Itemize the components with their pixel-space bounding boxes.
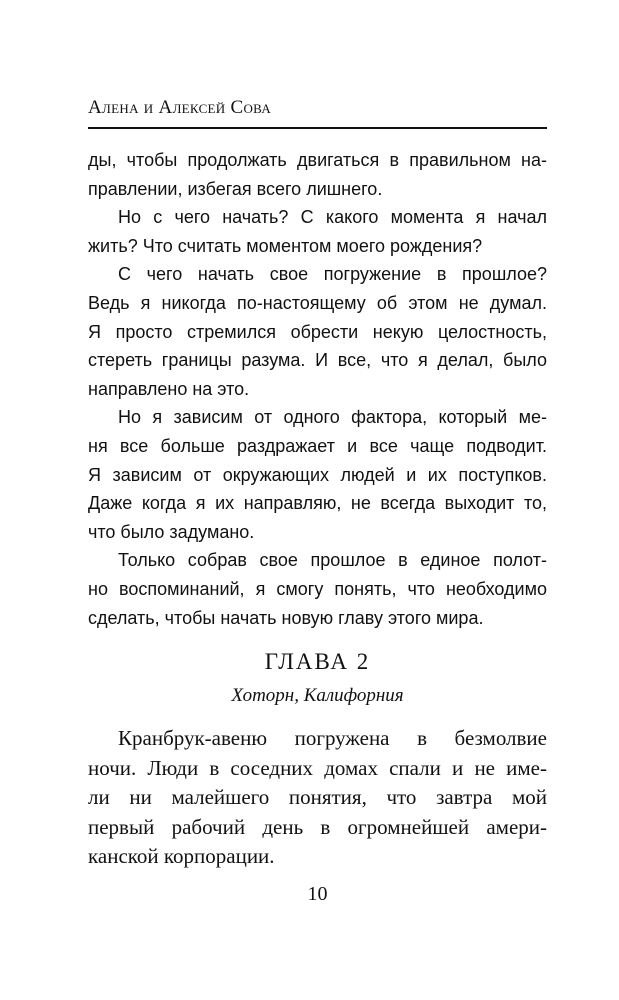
body-text-sans [88, 146, 547, 632]
text-line: ночи. Люди в соседних домах спали и не име- [88, 755, 547, 780]
text-line: С чего начать свое погружение в прошлое? [118, 264, 547, 285]
text-line: Я просто стремился обрести некую целостность, [88, 321, 547, 342]
chapter-place: Хоторн, Калифорния [231, 685, 404, 706]
text-line: Я зависим от окружающих людей и их поступков. [88, 464, 547, 485]
text-line: Только собрав свое прошлое в единое полот- [118, 550, 547, 571]
text-line: канской корпорации. [88, 844, 275, 868]
text-line: направлено на это. [88, 378, 250, 399]
page-number: 10 [307, 883, 328, 905]
text-line: ды, чтобы продолжать двигаться в правильном на- [88, 150, 547, 170]
text-line: жить? Что считать моментом моего рождения? [88, 235, 483, 256]
text-line: Но я зависим от одного фактора, который ме- [118, 407, 547, 428]
text-line: Но с чего начать? С какого момента я начал [118, 207, 547, 228]
text-line: сделать, чтобы начать новую главу этого мира. [88, 607, 484, 628]
text-line: ли ни малейшего понятия, что завтра мой [88, 785, 547, 809]
running-head: Алена и Алексей Сова [88, 97, 272, 118]
text-line: что было задумано. [88, 521, 255, 542]
chapter-title: ГЛАВА 2 [264, 649, 371, 674]
header-rule [88, 127, 547, 129]
text-line: но воспоминаний, я смогу понять, что необходимо [88, 578, 547, 599]
body-text-serif [88, 724, 547, 872]
text-line: правлении, избегая всего лишнего. [88, 178, 383, 199]
text-line: первый рабочий день в огромнейшей амери- [88, 814, 547, 839]
text-line: Кранбрук-авеню погружена в безмолвие [118, 726, 547, 750]
text-line: Даже когда я их направляю, не всегда выходит то, [88, 493, 547, 514]
text-line: стереть границы разума. И все, что я делал, было [88, 350, 547, 371]
text-line: ня все больше раздражает и все чаще подводит. [88, 435, 547, 456]
text-line: Ведь я никогда по-настоящему об этом не думал. [88, 292, 547, 313]
